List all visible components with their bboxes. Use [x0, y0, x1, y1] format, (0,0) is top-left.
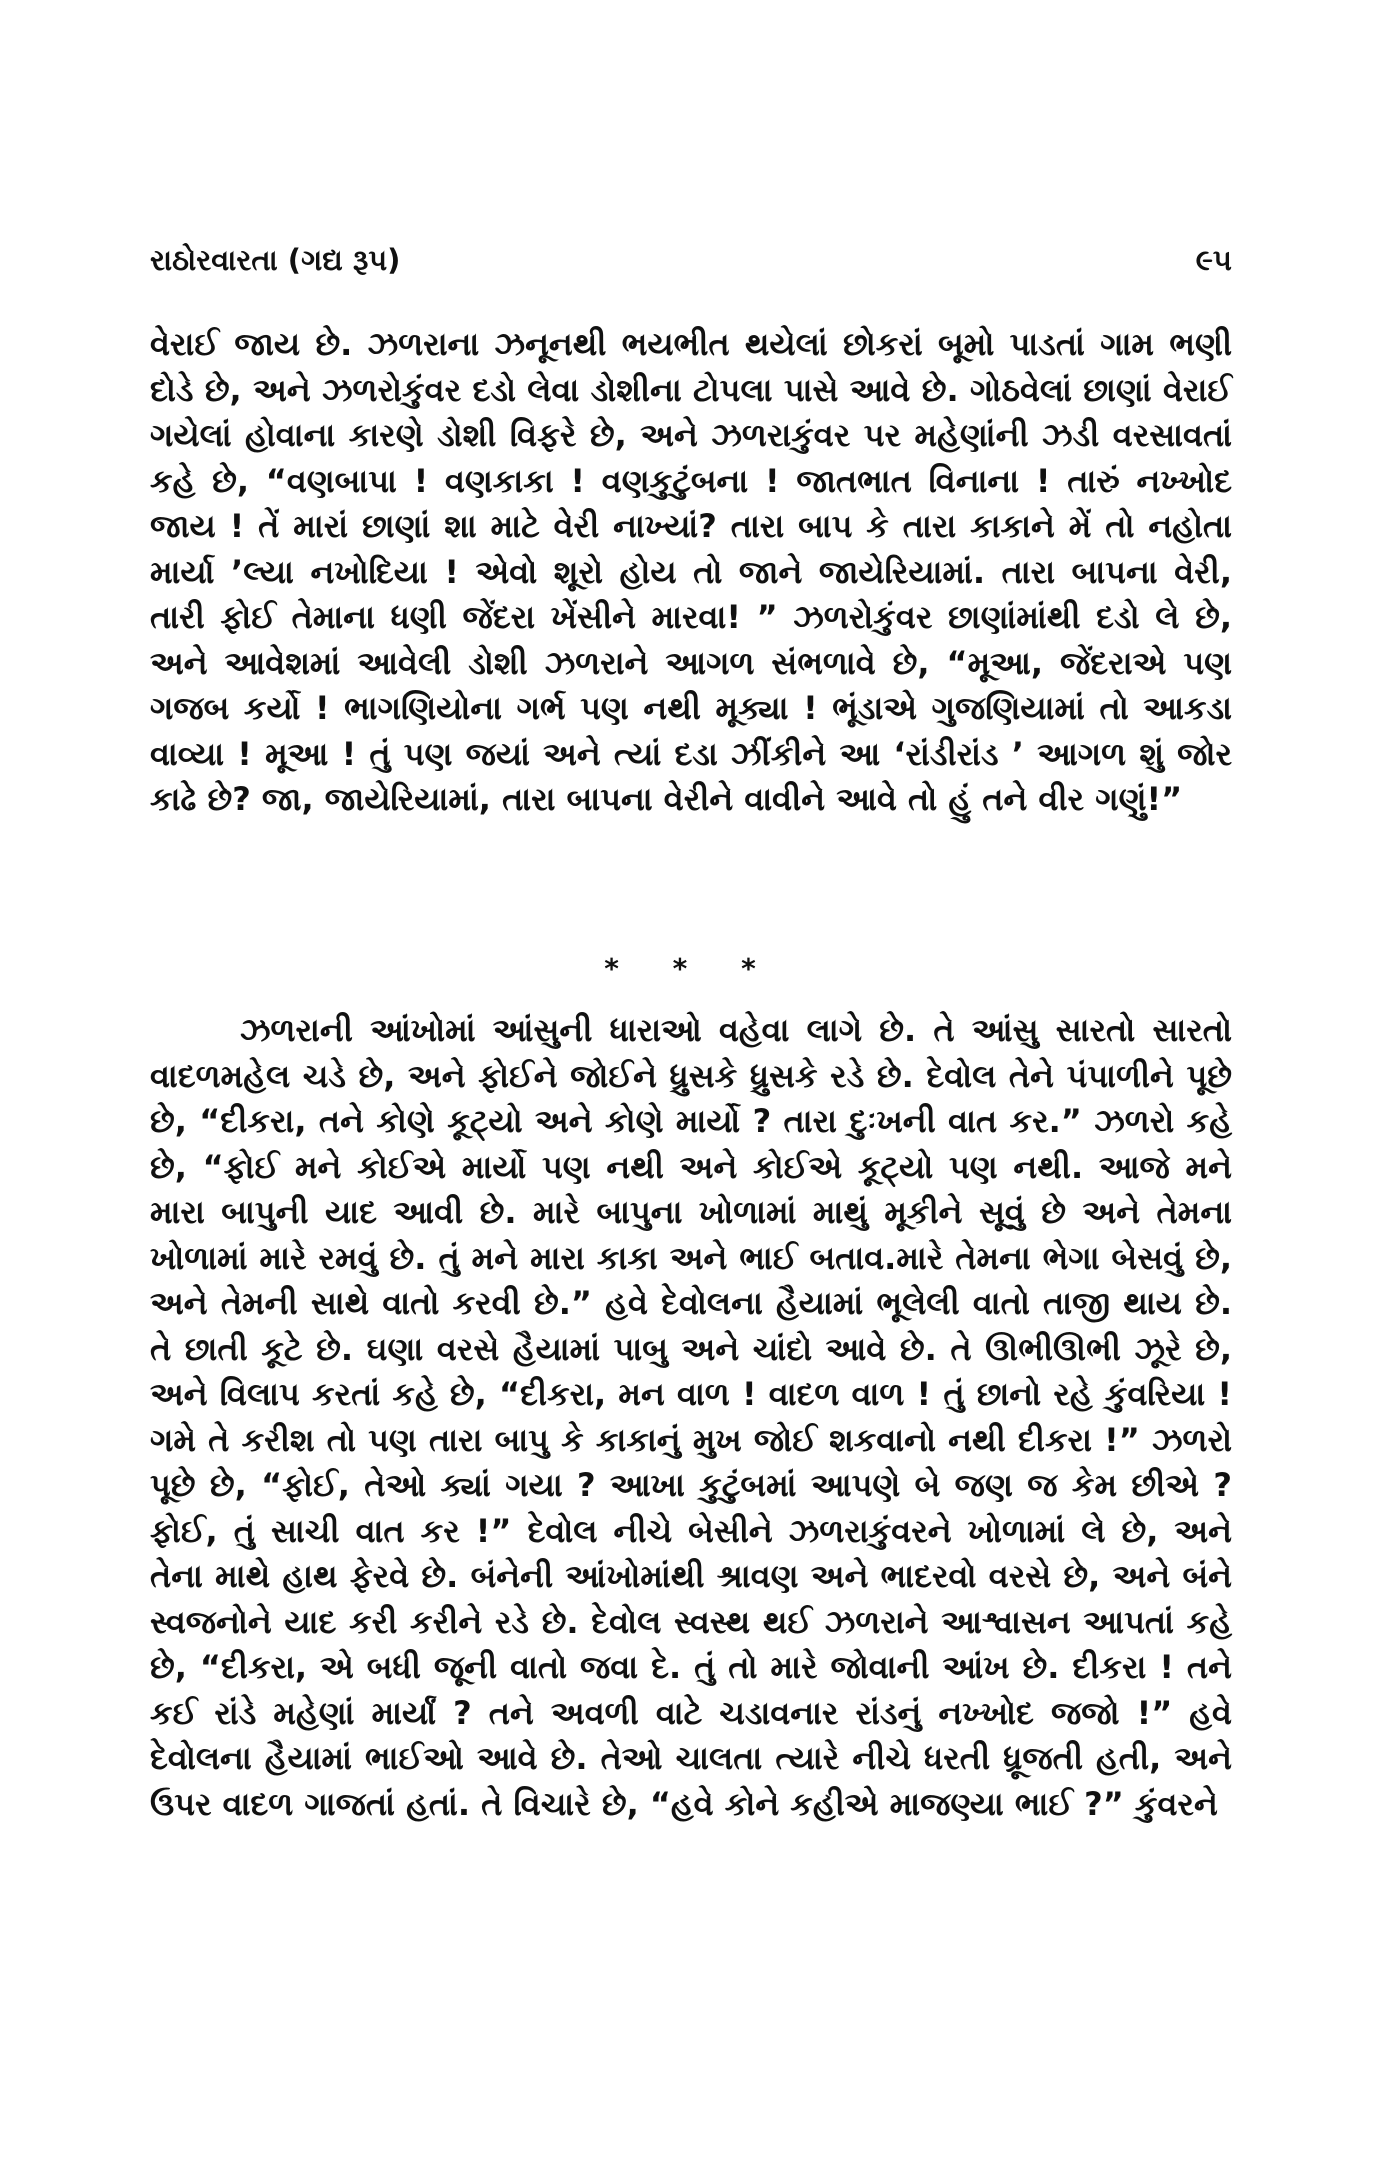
- section-separator: * * *: [604, 952, 778, 985]
- page-number: ૯૫: [1195, 242, 1232, 277]
- paragraph-1: વેરાઈ જાય છે. ઝળરાના ઝનૂનથી ભયભીત થયેલાં છોકરાં બૂમો પાડતાં ગામ ભણી દોડે છે, અને ઝળરોકુંવર દડો લેવા ડોશીના ટોપલા પાસે આવે છે. ગોઠવેલાં છાણાં વેરાઈ ગયેલાં હોવાના કારણે ડોશી વિફરે છે, અને ઝળરાકુંવર પર મહેણાંની ઝડી વરસાવતાં કહે છે, “વણબાપા ! વણકાકા ! વણકુટુંબના ! જાતભાત વિનાના ! તારું નખ્ખોદ જાય ! તેં મારાં છાણાં શા માટે વેરી નાખ્યાં? તારા બાપ કે તારા કાકાને મેં તો નહોતા માર્યા ’લ્યા નખોદિયા ! એવો શૂરો હોય તો જાને જાયેરિયામાં. તારા બાપના વેરી, તારી ફોઈ તેમાના ધણી જેંદરા ખેંસીને મારવા! ” ઝળરોકુંવર છાણાંમાંથી દડો લે છે, અને આવેશમાં આવેલી ડોશી ઝળરાને આગળ સંભળાવે છે, “મૂઆ, જેંદરાએ પણ ગજબ કર્યો ! ભાગણિયોના ગર્ભ પણ નથી મૂક્યા ! ભૂંડાએ ગુજણિયામાં તો આકડા વાવ્યા ! મૂઆ ! તું પણ જયાં અને ત્યાં દડા ઝીંકીને આ ‘રાંડીરાંડ ’ આગળ શું જોર કાઢે છે? જા, જાયેરિયામાં, તારા બાપના વેરીને વાવીને આવે તો હું તને વીર ગણું!”: [150, 325, 1232, 818]
- page-header: [150, 238, 1232, 282]
- running-title: રાઠોરવારતા (ગદ્ય રૂપ): [150, 242, 401, 277]
- paragraph-2: ઝળરાની આંખોમાં આંસુની ધારાઓ વહેવા લાગે છે. તે આંસુ સારતો સારતો વાદળમહેલ ચડે છે, અને ફોઈને જોઈને ધ્રુસકે ધ્રુસકે રડે છે. દેવોલ તેને પંપાળીને પૂછે છે, “દીકરા, તને કોણે કૂટ્યો અને કોણે માર્યો ? તારા દુઃખની વાત કર.” ઝળરો કહે છે, “ફોઈ મને કોઈએ માર્યો પણ નથી અને કોઈએ કૂટ્યો પણ નથી. આજે મને મારા બાપુની યાદ આવી છે. મારે બાપુના ખોળામાં માથું મૂકીને સૂવું છે અને તેમના ખોળામાં મારે રમવું છે. તું મને મારા કાકા અને ભાઈ બતાવ.મારે તેમના ભેગા બેસવું છે, અને તેમની સાથે વાતો કરવી છે.” હવે દેવોલના હૈયામાં ભૂલેલી વાતો તાજી થાય છે. તે છાતી કૂટે છે. ઘણા વરસે હૈયામાં પાબુ અને ચાંદો આવે છે. તે ઊભીઊભી ઝૂરે છે, અને વિલાપ કરતાં કહે છે, “દીકરા, મન વાળ ! વાદળ વાળ ! તું છાનો રહે કુંવરિયા ! ગમે તે કરીશ તો પણ તારા બાપુ કે કાકાનું મુખ જોઈ શકવાનો નથી દીકરા !” ઝળરો પૂછે છે, “ફોઈ, તેઓ ક્યાં ગયા ? આખા કુટુંબમાં આપણે બે જણ જ કેમ છીએ ? ફોઈ, તું સાચી વાત કર !” દેવોલ નીચે બેસીને ઝળરાકુંવરને ખોળામાં લે છે, અને તેના માથે હાથ ફેરવે છે. બંનેની આંખોમાંથી શ્રાવણ અને ભાદરવો વરસે છે, અને બંને સ્વજનોને યાદ કરી કરીને રડે છે. દેવોલ સ્વસ્થ થઈ ઝળરાને આશ્વાસન આપતાં કહે છે, “દીકરા, એ બધી જૂની વાતો જવા દે. તું તો મારે જોવાની આંખ છે. દીકરા ! તને કઈ રાંડે મહેણાં માર્યાં ? તને અવળી વાટે ચડાવનાર રાંડનું નખ્ખોદ જજો !” હવે દેવોલના હૈયામાં ભાઈઓ આવે છે. તેઓ ચાલતા ત્યારે નીચે ધરતી ધ્રૂજતી હતી, અને ઉપર વાદળ ગાજતાં હતાં. તે વિચારે છે, “હવે કોને કહીએ માજણ્યા ભાઈ ?” કુંવરને: [150, 1011, 1232, 1823]
